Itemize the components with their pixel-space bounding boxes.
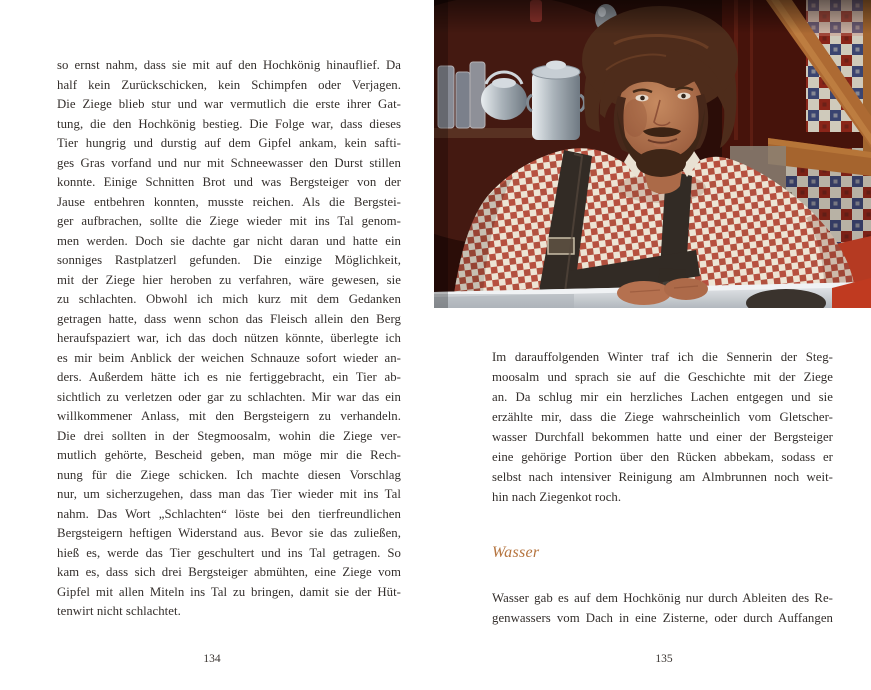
text-line: Jause entbehren konnten, musste reichen. Als die Bergstei-: [57, 194, 401, 209]
kettle: [481, 72, 527, 120]
text-line: sichtlich zu verletzen oder gar zu schlachten. Mir war das ein: [57, 389, 401, 404]
text-line: Tier hungrig und durstig auf dem Gipfel ankam, kein safti-: [57, 136, 401, 150]
text-line: mutlich gehörte, Bescheid geben, man möge mir die Rech-: [57, 448, 401, 462]
text-line: ders. Außerdem hätte ich es nie fertiggebracht, ein Tier ab-: [57, 370, 401, 384]
text-line: ges Gras vorfand und nur mit Schneewasser den Durst stillen: [57, 155, 401, 170]
text-line: getragen hatte, dass wenn schon das Fleisch allein den Berg: [57, 311, 401, 326]
text-line: half kein Zurückschicken, kein Schimpfen oder Verjagen.: [57, 77, 401, 92]
page-number-left: 134: [203, 653, 221, 665]
text-line: ger aufbrachen, sollte die Ziege wieder mit ins Tal genom-: [57, 214, 401, 228]
text-line: Wasser gab es auf dem Hochkönig nur durch Ableiten des Re-: [492, 591, 833, 605]
text-line: nur, um sicherzugehen, dass man das Tier wieder mit ins Tal: [57, 487, 401, 501]
text-line: Die drei sollten in der Stegmoosalm, wohin die Ziege ver-: [57, 428, 401, 443]
text-line: so ernst nahm, dass sie mit auf den Hochkönig hinauflief. Da: [57, 58, 401, 72]
milk-can: [528, 61, 585, 141]
text-line: moosalm und sprach sie auf die Geschichte mit der Ziege: [492, 370, 833, 384]
text-line: erzählte mir, dass die Ziege wahrscheinlich vom Gletscher-: [492, 410, 833, 424]
text-line: es mir beim Anblick der weichen Schnauze sofort wieder an-: [57, 350, 401, 365]
text-line: sonniges Rastplatzerl gefunden. Die einzige Möglichkeit,: [57, 253, 401, 267]
text-line: wasser Durchfall bekommen hatte und einer der Bergsteiger: [492, 430, 833, 444]
section-heading-wasser: Wasser: [492, 544, 540, 561]
body-text-right-paragraph-1: [492, 347, 833, 507]
text-line: men werden. Doch sie dachte gar nicht daran und hatte ein: [57, 233, 401, 248]
hut-keeper-portrait-photo: [434, 0, 871, 308]
text-line: kam es, dass sich drei Bergsteiger abmühten, eine Ziege vom: [57, 565, 401, 579]
portrait-photo-illustration: [434, 0, 871, 308]
body-text-right-paragraph-2: [492, 588, 833, 628]
text-line: nahm. Das Wort „Schlachten“ löste bei den tierfreundlichen: [57, 506, 401, 521]
photo-vignette: [434, 0, 871, 34]
text-line: nung für die Ziege schicken. Ich machte diesen Vorschlag: [57, 467, 401, 482]
text-line: Gipfel mit allen Miteln ins Tal zu bringen, damit sie der Hüt-: [57, 584, 401, 599]
text-line: tenwirt nicht schlachtet.: [57, 604, 181, 618]
text-line: selbst nach intensiver Reinigung am Almbrunnen noch weit-: [492, 470, 833, 484]
text-line: an. Da schlug mir ein herzliches Lachen entgegen und sie: [492, 390, 833, 404]
text-line: willkommener Anlass, mit den Bergsteigern zu verhandeln.: [57, 409, 401, 423]
page-number-right: 135: [655, 653, 673, 665]
text-line: mit der Ziege hier heroben zu verfahren, wäre gewesen, sie: [57, 272, 401, 287]
text-line: genwassers vom Dach in eine Zisterne, oder durch Auffangen: [492, 611, 833, 625]
text-line: hin nach Ziegenkot roch.: [492, 490, 622, 504]
text-line: Die Ziege blieb stur und war vermutlich die erste ihrer Gat-: [57, 97, 401, 111]
text-line: zu schlachten. Obwohl ich mich kurz mit dem Gedanken: [57, 292, 401, 306]
text-line: eine gehörige Portion über den Rücken abbekam, sodass er: [492, 450, 833, 464]
text-line: hieß es, werde das Tier geschultert und ins Tal getragen. So: [57, 545, 401, 560]
text-line: Bergsteigern heftigen Widerstand aus. Bevor sie das zuließen,: [57, 526, 401, 540]
text-line: tung, die den Hochkönig bestieg. Die Folge war, dass dieses: [57, 116, 401, 131]
text-line: konnte. Einige Schnitten Brot und was Bergsteiger von der: [57, 175, 401, 189]
body-text-left: [57, 56, 401, 622]
text-line: Im darauffolgenden Winter traf ich die Sennerin der Steg-: [492, 350, 833, 364]
text-line: heraufspaziert war, ich das doch nützen könnte, überlegte ich: [57, 331, 401, 345]
